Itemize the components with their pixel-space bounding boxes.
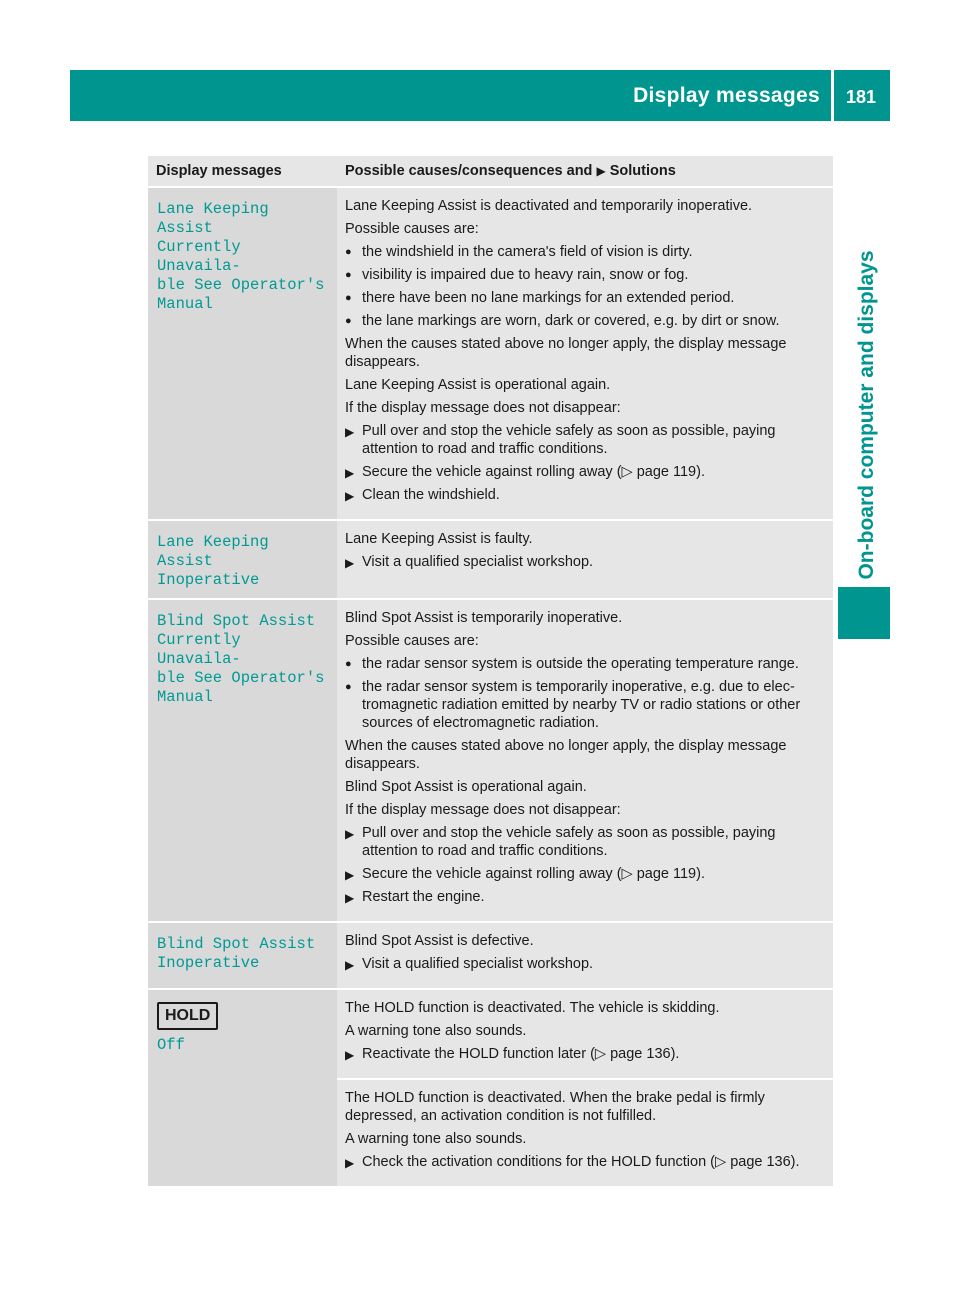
action-arrow-icon: ▶ — [345, 1156, 355, 1170]
display-messages-table — [148, 154, 833, 1188]
display-message-text: Blind Spot Assist Inoperative — [157, 935, 316, 972]
bullet-icon: ● — [345, 269, 352, 281]
page-number: 181 — [846, 87, 877, 107]
bullet-item — [345, 312, 825, 330]
display-message-text: Off — [157, 1036, 185, 1054]
info-text: A warning tone also sounds. — [345, 1131, 527, 1147]
table-header-row — [148, 156, 833, 186]
display-message-text: Lane Keeping Assist Currently Unavaila‐ ble See Operator's Manual — [157, 200, 325, 313]
bullet-text: visibility is impaired due to heavy rain, snow or fog. — [362, 267, 689, 283]
action-item — [345, 865, 825, 883]
info-text: Lane Keeping Assist is faulty. — [345, 531, 533, 547]
action-arrow-icon: ▶ — [345, 489, 355, 503]
info-text: If the display message does not disappear: — [345, 400, 621, 416]
action-text: Clean the windshield. — [362, 487, 500, 503]
action-text: Visit a qualified specialist workshop. — [362, 956, 594, 972]
message-cell — [148, 188, 337, 519]
bullet-icon: ● — [345, 681, 352, 693]
action-item — [345, 486, 825, 504]
action-item — [345, 824, 825, 860]
column-header-solutions — [337, 156, 833, 186]
bullet-text: the windshield in the camera's field of vision is dirty. — [362, 244, 693, 260]
action-text: Reactivate the HOLD function later (▷ page 136). — [362, 1046, 680, 1062]
action-item — [345, 955, 825, 973]
action-item — [345, 1045, 825, 1063]
side-tab-label: On-board computer and displays — [855, 250, 878, 580]
solution-cell — [337, 600, 833, 921]
action-arrow-icon: ▶ — [345, 466, 355, 480]
action-arrow-icon: ▶ — [345, 827, 355, 841]
solution-cell — [337, 990, 833, 1078]
action-item — [345, 1153, 825, 1171]
bullet-text: there have been no lane markings for an extended period. — [362, 290, 735, 306]
display-message-text: Lane Keeping Assist Inoperative — [157, 533, 269, 589]
action-text: Visit a qualified specialist workshop. — [362, 554, 594, 570]
info-text: Blind Spot Assist is operational again. — [345, 779, 587, 795]
bullet-icon: ● — [345, 315, 352, 327]
bullet-text: the radar sensor system is temporarily inoperative, e.g. due to elec‐ tromagnetic radiation emitted by nearby TV or radio stations or other sources of electromagnetic radiation. — [362, 679, 801, 731]
bullet-text: the lane markings are worn, dark or covered, e.g. by dirt or snow. — [362, 313, 780, 329]
info-text: The HOLD function is deactivated. The vehicle is skidding. — [345, 1000, 720, 1016]
message-cell — [148, 990, 337, 1186]
bullet-icon: ● — [345, 246, 352, 258]
column-header-solutions-post: Solutions — [609, 163, 676, 179]
table-row — [148, 600, 833, 921]
bullet-item — [345, 289, 825, 307]
action-item — [345, 422, 825, 458]
action-arrow-icon: ▶ — [345, 891, 355, 905]
message-cell — [148, 521, 337, 598]
action-text: Pull over and stop the vehicle safely as soon as possible, paying attention to road and traffic conditions. — [362, 423, 776, 457]
side-tab-marker — [838, 587, 890, 639]
solution-cell — [337, 188, 833, 519]
action-arrow-icon: ▶ — [345, 556, 355, 570]
info-text: Lane Keeping Assist is deactivated and temporarily inoperative. — [345, 198, 753, 214]
bullet-item — [345, 655, 825, 673]
bullet-item — [345, 678, 825, 732]
action-text: Pull over and stop the vehicle safely as soon as possible, paying attention to road and traffic conditions. — [362, 825, 776, 859]
message-cell — [148, 923, 337, 988]
info-text: Possible causes are: — [345, 221, 479, 237]
solution-cell — [337, 1080, 833, 1186]
action-text: Restart the engine. — [362, 889, 485, 905]
table-row — [148, 521, 833, 598]
bullet-text: the radar sensor system is outside the operating temperature range. — [362, 656, 799, 672]
info-text: When the causes stated above no longer apply, the display message disappears. — [345, 738, 787, 772]
header-title: Display messages — [633, 84, 820, 107]
action-arrow-icon: ▶ — [345, 958, 355, 972]
bullet-item — [345, 266, 825, 284]
hold-icon: HOLD — [157, 1002, 218, 1030]
action-text: Secure the vehicle against rolling away (▷ page 119). — [362, 866, 705, 882]
info-text: A warning tone also sounds. — [345, 1023, 527, 1039]
bullet-icon: ● — [345, 658, 352, 670]
bullet-icon: ● — [345, 292, 352, 304]
action-arrow-icon: ▶ — [596, 164, 606, 178]
action-text: Check the activation conditions for the HOLD function (▷ page 136). — [362, 1154, 800, 1170]
column-header-messages: Display messages — [148, 156, 337, 186]
message-cell — [148, 600, 337, 921]
action-text: Secure the vehicle against rolling away (▷ page 119). — [362, 464, 705, 480]
action-arrow-icon: ▶ — [345, 1048, 355, 1062]
display-message-text: Blind Spot Assist Currently Unavaila‐ ble See Operator's Manual — [157, 612, 325, 706]
action-item — [345, 888, 825, 906]
header-divider — [831, 70, 834, 121]
action-item — [345, 463, 825, 481]
action-arrow-icon: ▶ — [345, 868, 355, 882]
table-row — [148, 990, 833, 1078]
info-text: Blind Spot Assist is defective. — [345, 933, 534, 949]
action-item — [345, 553, 825, 571]
info-text: Blind Spot Assist is temporarily inoperative. — [345, 610, 623, 626]
info-text: The HOLD function is deactivated. When the brake pedal is firmly depressed, an activation condition is not fulfilled. — [345, 1090, 765, 1124]
action-arrow-icon: ▶ — [345, 425, 355, 439]
info-text: When the causes stated above no longer apply, the display message disappears. — [345, 336, 787, 370]
table-row — [148, 923, 833, 988]
info-text: Possible causes are: — [345, 633, 479, 649]
table-row — [148, 188, 833, 519]
column-header-solutions-pre: Possible causes/consequences and — [345, 163, 593, 179]
info-text: Lane Keeping Assist is operational again. — [345, 377, 611, 393]
solution-cell — [337, 521, 833, 598]
solution-cell — [337, 923, 833, 988]
bullet-item — [345, 243, 825, 261]
page-header — [70, 70, 890, 121]
info-text: If the display message does not disappear: — [345, 802, 621, 818]
